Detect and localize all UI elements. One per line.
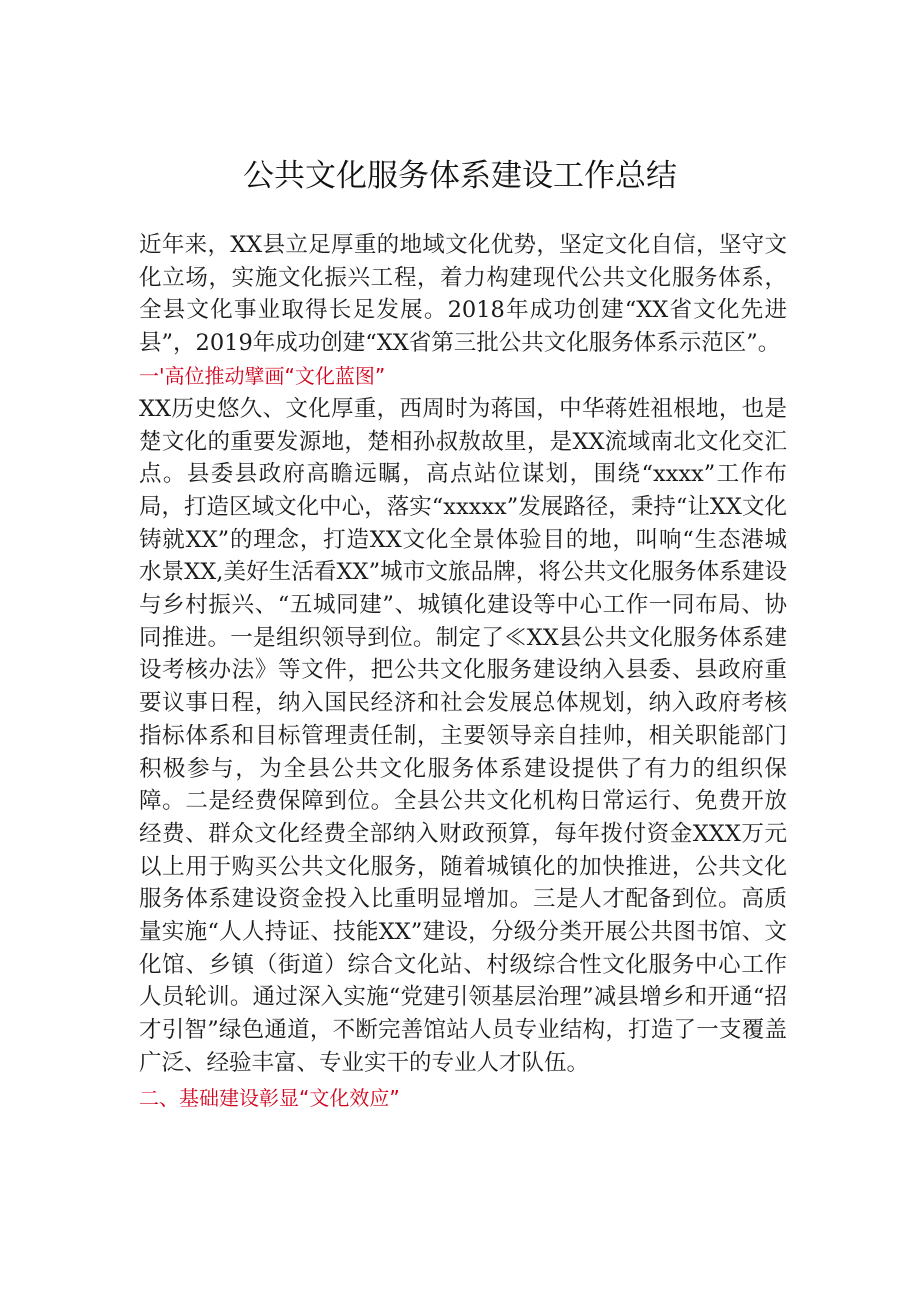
- document-title: 公共文化服务体系建设工作总结: [243, 158, 677, 194]
- section-paragraph-1: XX历史悠久、文化厚重，西周时为蒋国，中华蒋姓祖根地，也是楚文化的重要发源地，楚相孙叔敖故里，是XX流域南北文化交汇点。县委县政府高瞻远瞩，高点站位谋划，围绕“xxxx”工作布局，打造区域文化中心，落实“xxxxx”发展路径，秉持“让XX文化铸就XX”的理念，打造XX文化全景体验目的地，叫响“生态港城水景XX,美好生活看XX”城市文旅品牌，将公共文化服务体系建设与乡村振兴、“五城同建”、城镇化建设等中心工作一同布局、协同推进。一是组织领导到位。制定了≪XX县公共文化服务体系建设考核办法》等文件，把公共文化服务建设纳入县委、县政府重要议事日程，纳入国民经济和社会发展总体规划，纳入政府考核指标体系和目标管理责任制，主要领导亲自挂帅，相关职能部门积极参与，为全县公共文化服务体系建设提供了有力的组织保障。二是经费保障到位。全县公共文化机构日常运行、免费开放经费、群众文化经费全部纳入财政预算，每年拨付资金XXX万元以上用于购买公共文化服务，随着城镇化的加快推进，公共文化服务体系建设资金投入比重明显增加。三是人才配备到位。高质量实施“人人持证、技能XX”建设，分级分类开展公共图书馆、文化馆、乡镇（街道）综合文化站、村级综合性文化服务中心工作人员轮训。通过深入实施“党建引领基层治理”减县增乡和开通“招才引智”绿色通道，不断完善馆站人员专业结构，打造了一支覆盖广泛、经验丰富、专业实干的专业人才队伍。: [139, 395, 787, 1076]
- intro-paragraph: 近年来，XX县立足厚重的地域文化优势，坚定文化自信，坚守文化立场，实施文化振兴工程，着力构建现代公共文化服务体系，全县文化事业取得长足发展。2018年成功创建“XX省文化先进县”，2019年成功创建“XX省第三批公共文化服务体系示范区”。: [139, 232, 787, 357]
- section-heading-2: 二、基础建设彰显“文化效应”: [139, 1085, 400, 1110]
- section-heading-1: 一'高位推动擘画“文化蓝图”: [139, 363, 386, 388]
- document-body: [139, 229, 787, 1115]
